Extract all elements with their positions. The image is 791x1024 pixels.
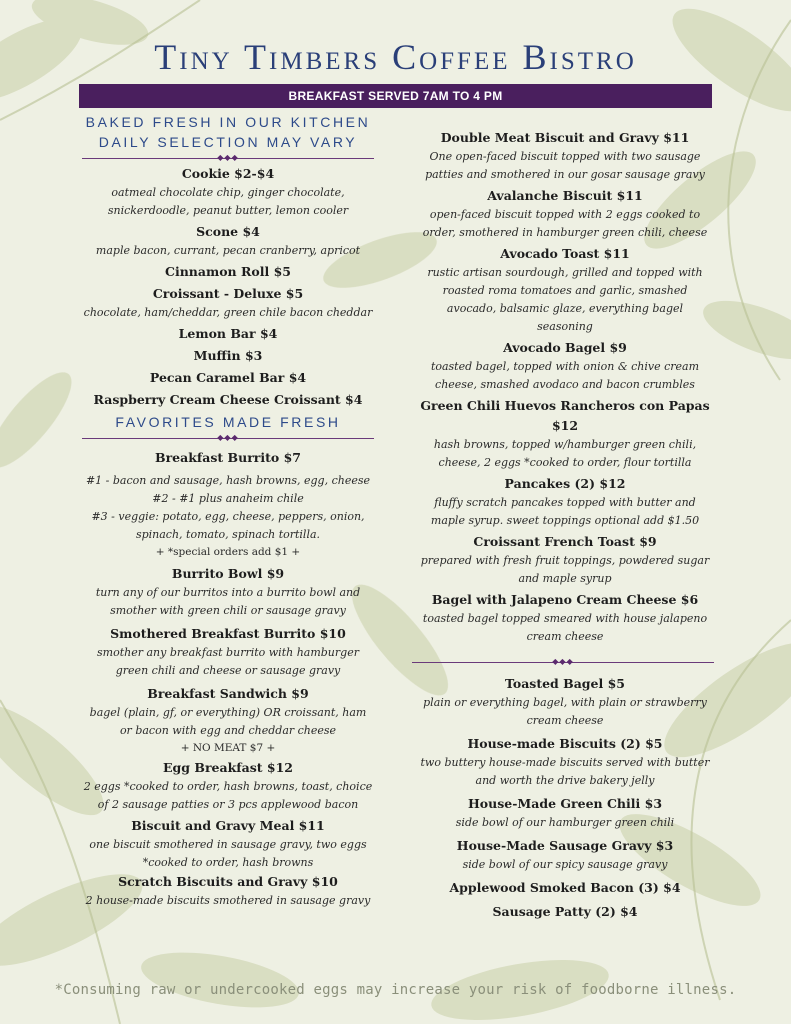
menu-item-croissant-french-toast bbox=[420, 532, 710, 588]
menu-item-house-made-green-chili bbox=[420, 794, 710, 832]
item-price: $12 bbox=[551, 418, 579, 433]
item-desc: plain or everything bagel, with plain or strawberry bbox=[423, 696, 707, 709]
item-desc: toasted bagel, topped with onion & chive cream bbox=[430, 360, 700, 373]
item-desc: #1 - bacon and sausage, hash browns, egg, cheese bbox=[85, 474, 371, 487]
item-desc: turn any of our burritos into a burrito bowl and bbox=[95, 586, 361, 599]
item-desc: *cooked to order, hash browns bbox=[142, 856, 314, 869]
section-divider: ◆◆◆ bbox=[412, 656, 714, 668]
menu-item-avalanche-biscuit bbox=[420, 186, 710, 242]
item-desc: avocado, balsamic glaze, everything bagel bbox=[446, 302, 684, 315]
item-desc: cheese, smashed avodaco and bacon crumbles bbox=[435, 378, 695, 391]
item-name: Scratch Biscuits and Gravy $10 bbox=[118, 874, 338, 889]
item-note: + *special orders add $1 + bbox=[155, 546, 301, 558]
item-desc: prepared with fresh fruit toppings, powdered sugar bbox=[420, 554, 710, 567]
item-desc: toasted bagel topped smeared with house jalapeno bbox=[422, 612, 708, 625]
item-desc: bagel (plain, gf, or everything) OR croissant, ham bbox=[89, 706, 367, 719]
item-name: Avocado Toast $11 bbox=[500, 246, 630, 261]
item-name: Croissant - Deluxe $5 bbox=[152, 286, 304, 301]
item-name: Pecan Caramel Bar $4 bbox=[149, 370, 307, 385]
menu-item-green-chili-huevos-rancheros-con-papas bbox=[420, 396, 710, 472]
item-desc: cheese, 2 eggs *cooked to order, flour tortilla bbox=[438, 456, 692, 469]
item-name: House-Made Green Chili $3 bbox=[467, 796, 663, 811]
item-name: Smothered Breakfast Burrito $10 bbox=[110, 626, 346, 641]
item-desc: cream cheese bbox=[526, 714, 604, 727]
item-name: House-Made Sausage Gravy $3 bbox=[456, 838, 674, 853]
item-desc: order, smothered in hamburger green chili, cheese bbox=[422, 226, 708, 239]
item-name: Sausage Patty (2) $4 bbox=[492, 904, 638, 919]
item-name: Biscuit and Gravy Meal $11 bbox=[131, 818, 325, 833]
item-desc: one biscuit smothered in sausage gravy, two eggs bbox=[89, 838, 367, 851]
menu-item-scone bbox=[82, 222, 374, 260]
bakery-list bbox=[82, 164, 374, 410]
item-desc: rustic artisan sourdough, grilled and topped with bbox=[427, 266, 703, 279]
item-name: Breakfast Sandwich $9 bbox=[147, 686, 309, 701]
menu-item-breakfast-sandwich bbox=[82, 684, 374, 756]
item-name: Bagel with Jalapeno Cream Cheese $6 bbox=[431, 592, 699, 607]
item-desc: #3 - veggie: potato, egg, cheese, peppers, onion, bbox=[91, 510, 365, 523]
item-desc: #2 - #1 plus anaheim chile bbox=[152, 492, 304, 505]
item-desc: oatmeal chocolate chip, ginger chocolate, bbox=[111, 186, 345, 199]
item-desc: and worth the drive bakery jelly bbox=[475, 774, 655, 787]
menu-item-bagel-with-jalapeno-cream-cheese bbox=[420, 590, 710, 646]
item-name: House-made Biscuits (2) $5 bbox=[467, 736, 663, 751]
section-heading-daily: DAILY SELECTION MAY VARY bbox=[98, 134, 358, 150]
item-name: Raspberry Cream Cheese Croissant $4 bbox=[93, 392, 363, 407]
menu-item-avocado-bagel bbox=[420, 338, 710, 394]
section-heading-baked: BAKED FRESH IN OUR KITCHEN bbox=[85, 114, 371, 130]
menu-item-smothered-burrito bbox=[82, 624, 374, 680]
item-desc: smother with green chili or sausage gravy bbox=[110, 604, 346, 617]
item-desc: side bowl of our spicy sausage gravy bbox=[462, 858, 668, 871]
item-name: Avalanche Biscuit $11 bbox=[487, 188, 643, 203]
item-name: Double Meat Biscuit and Gravy $11 bbox=[440, 130, 690, 145]
sides-list bbox=[420, 674, 710, 922]
menu-item-house-made-biscuits-2 bbox=[420, 734, 710, 790]
menu-item-avocado-toast bbox=[420, 244, 710, 336]
menu-item-croissant-deluxe bbox=[82, 284, 374, 322]
item-desc: 2 house-made biscuits smothered in sausage gravy bbox=[85, 894, 371, 907]
item-desc: open-faced biscuit topped with 2 eggs cooked to bbox=[429, 208, 701, 221]
section-heading-favorites: FAVORITES MADE FRESH bbox=[115, 414, 341, 430]
right-column bbox=[420, 128, 710, 922]
menu-item-applewood-smoked-bacon-3 bbox=[420, 878, 710, 898]
item-name: Green Chili Huevos Rancheros con Papas bbox=[420, 398, 710, 413]
menu-item-cinnamon-roll bbox=[82, 262, 374, 282]
page-title: Tiny Timbers Coffee Bistro bbox=[154, 37, 637, 77]
menu-item-sausage-patty-2 bbox=[420, 902, 710, 922]
item-desc: seasoning bbox=[537, 320, 593, 333]
item-name: Cinnamon Roll $5 bbox=[165, 264, 291, 279]
section-divider: ◆◆◆ bbox=[82, 152, 374, 164]
item-name: Croissant French Toast $9 bbox=[473, 534, 657, 549]
item-desc: snickerdoodle, peanut butter, lemon cooler bbox=[107, 204, 349, 217]
menu-item-double-meat-biscuit-and-gravy bbox=[420, 128, 710, 184]
menu-item-muffin bbox=[82, 346, 374, 366]
item-name: Avocado Bagel $9 bbox=[503, 340, 627, 355]
menu-item-cookie bbox=[82, 164, 374, 220]
item-note: + NO MEAT $7 + bbox=[180, 742, 276, 754]
menu-item-scratch-biscuits bbox=[82, 872, 374, 910]
item-desc: hash browns, topped w/hamburger green chili, bbox=[433, 438, 697, 451]
entree-list bbox=[420, 128, 710, 646]
item-name: Egg Breakfast $12 bbox=[163, 760, 293, 775]
menu-item-toasted-bagel bbox=[420, 674, 710, 730]
menu-item-house-made-sausage-gravy bbox=[420, 836, 710, 874]
item-desc: green chili and cheese or sausage gravy bbox=[115, 664, 341, 677]
item-name: Breakfast Burrito $7 bbox=[155, 450, 301, 465]
menu-item-pancakes-2 bbox=[420, 474, 710, 530]
food-safety-disclaimer: *Consuming raw or undercooked eggs may increase your risk of foodborne illness. bbox=[54, 982, 737, 998]
item-desc: maple syrup. sweet toppings optional add $1.50 bbox=[430, 514, 700, 527]
item-name: Cookie $2-$4 bbox=[181, 166, 275, 181]
menu-item-lemon-bar bbox=[82, 324, 374, 344]
item-name: Muffin $3 bbox=[193, 348, 263, 363]
item-desc: side bowl of our hamburger green chili bbox=[455, 816, 675, 829]
item-name: Lemon Bar $4 bbox=[178, 326, 278, 341]
menu-item-egg-breakfast bbox=[82, 758, 374, 814]
item-desc: maple bacon, currant, pecan cranberry, apricot bbox=[95, 244, 361, 257]
item-desc: fluffy scratch pancakes topped with butter and bbox=[434, 496, 696, 509]
menu-item-pecan-caramel-bar bbox=[82, 368, 374, 388]
item-desc: smother any breakfast burrito with hamburger bbox=[97, 646, 359, 659]
item-desc: spinach, tomato, spinach tortilla. bbox=[135, 528, 321, 541]
section-divider: ◆◆◆ bbox=[82, 432, 374, 444]
item-desc: or bacon with egg and cheddar cheese bbox=[119, 724, 337, 737]
item-name: Burrito Bowl $9 bbox=[171, 566, 285, 581]
menu-item-biscuit-gravy-meal bbox=[82, 816, 374, 872]
item-desc: patties and smothered in our gosar sausage gravy bbox=[425, 168, 705, 181]
item-name: Pancakes (2) $12 bbox=[504, 476, 626, 491]
left-column bbox=[82, 112, 374, 910]
menu-item-breakfast-burrito bbox=[82, 448, 374, 560]
menu-item-raspberry-cream-cheese-croissant bbox=[82, 390, 374, 410]
item-desc: and maple syrup bbox=[518, 572, 612, 585]
item-desc: 2 eggs *cooked to order, hash browns, toast, choice bbox=[83, 780, 373, 793]
item-desc: cream cheese bbox=[526, 630, 604, 643]
item-desc: chocolate, ham/cheddar, green chile bacon cheddar bbox=[83, 306, 373, 319]
item-desc: roasted roma tomatoes and garlic, smashed bbox=[442, 284, 688, 297]
menu-item-burrito-bowl bbox=[82, 564, 374, 620]
item-name: Scone $4 bbox=[196, 224, 260, 239]
hours-banner: BREAKFAST SERVED 7AM TO 4 PM bbox=[79, 84, 712, 108]
item-desc: of 2 sausage patties or 3 pcs applewood bacon bbox=[97, 798, 359, 811]
item-desc: One open-faced biscuit topped with two sausage bbox=[429, 150, 701, 163]
item-desc: two buttery house-made biscuits served with butter bbox=[420, 756, 710, 769]
item-name: Applewood Smoked Bacon (3) $4 bbox=[449, 880, 681, 895]
item-name: Toasted Bagel $5 bbox=[504, 676, 625, 691]
